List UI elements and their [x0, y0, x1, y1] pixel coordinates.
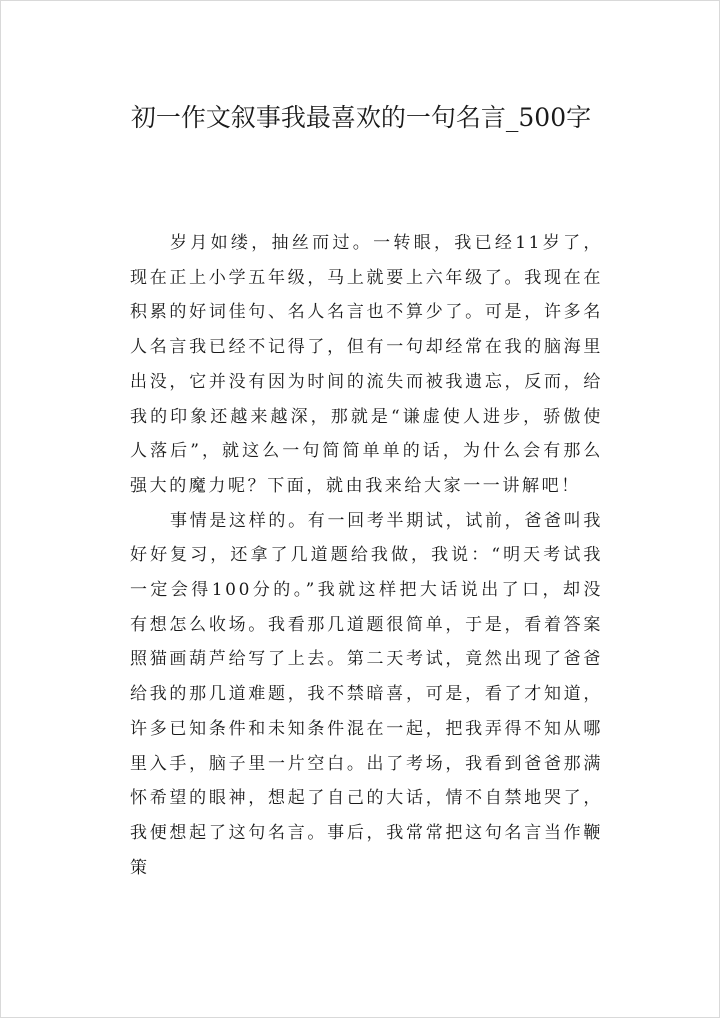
document-title: 初一作文叙事我最喜欢的一句名言_500字 — [130, 103, 592, 132]
document-body — [130, 226, 603, 885]
paragraph-2: 事情是这样的。有一回考半期试，试前，爸爸叫我好好复习，还拿了几道题给我做，我说：“明天考试我一定会得100分的。”我就这样把大话说出了口，却没有想怎么收场。我看那几道题很简单，于是，看着答案照猫画葫芦给写了上去。第二天考试，竟然出现了爸爸给我的那几道难题，我不禁暗喜，可是，看了才知道，许多已知条件和未知条件混在一起，把我弄得不知从哪里入手，脑子里一片空白。出了考场，我看到爸爸那满怀希望的眼神，想起了自己的大话，情不自禁地哭了，我便想起了这句名言。事后，我常常把这句名言当作鞭策 — [130, 510, 603, 878]
paragraph-1: 岁月如缕，抽丝而过。一转眼，我已经11岁了，现在正上小学五年级，马上就要上六年级了。我现在在积累的好词佳句、名人名言也不算少了。可是，许多名人名言我已经不记得了，但有一句却经常在我的脑海里出没，它并没有因为时间的流失而被我遗忘，反而，给我的印象还越来越深，那就是“谦虚使人进步，骄傲使人落后”，就这么一句简简单单的话，为什么会有那么强大的魔力呢？下面，就由我来给大家一一讲解吧！ — [130, 233, 603, 496]
